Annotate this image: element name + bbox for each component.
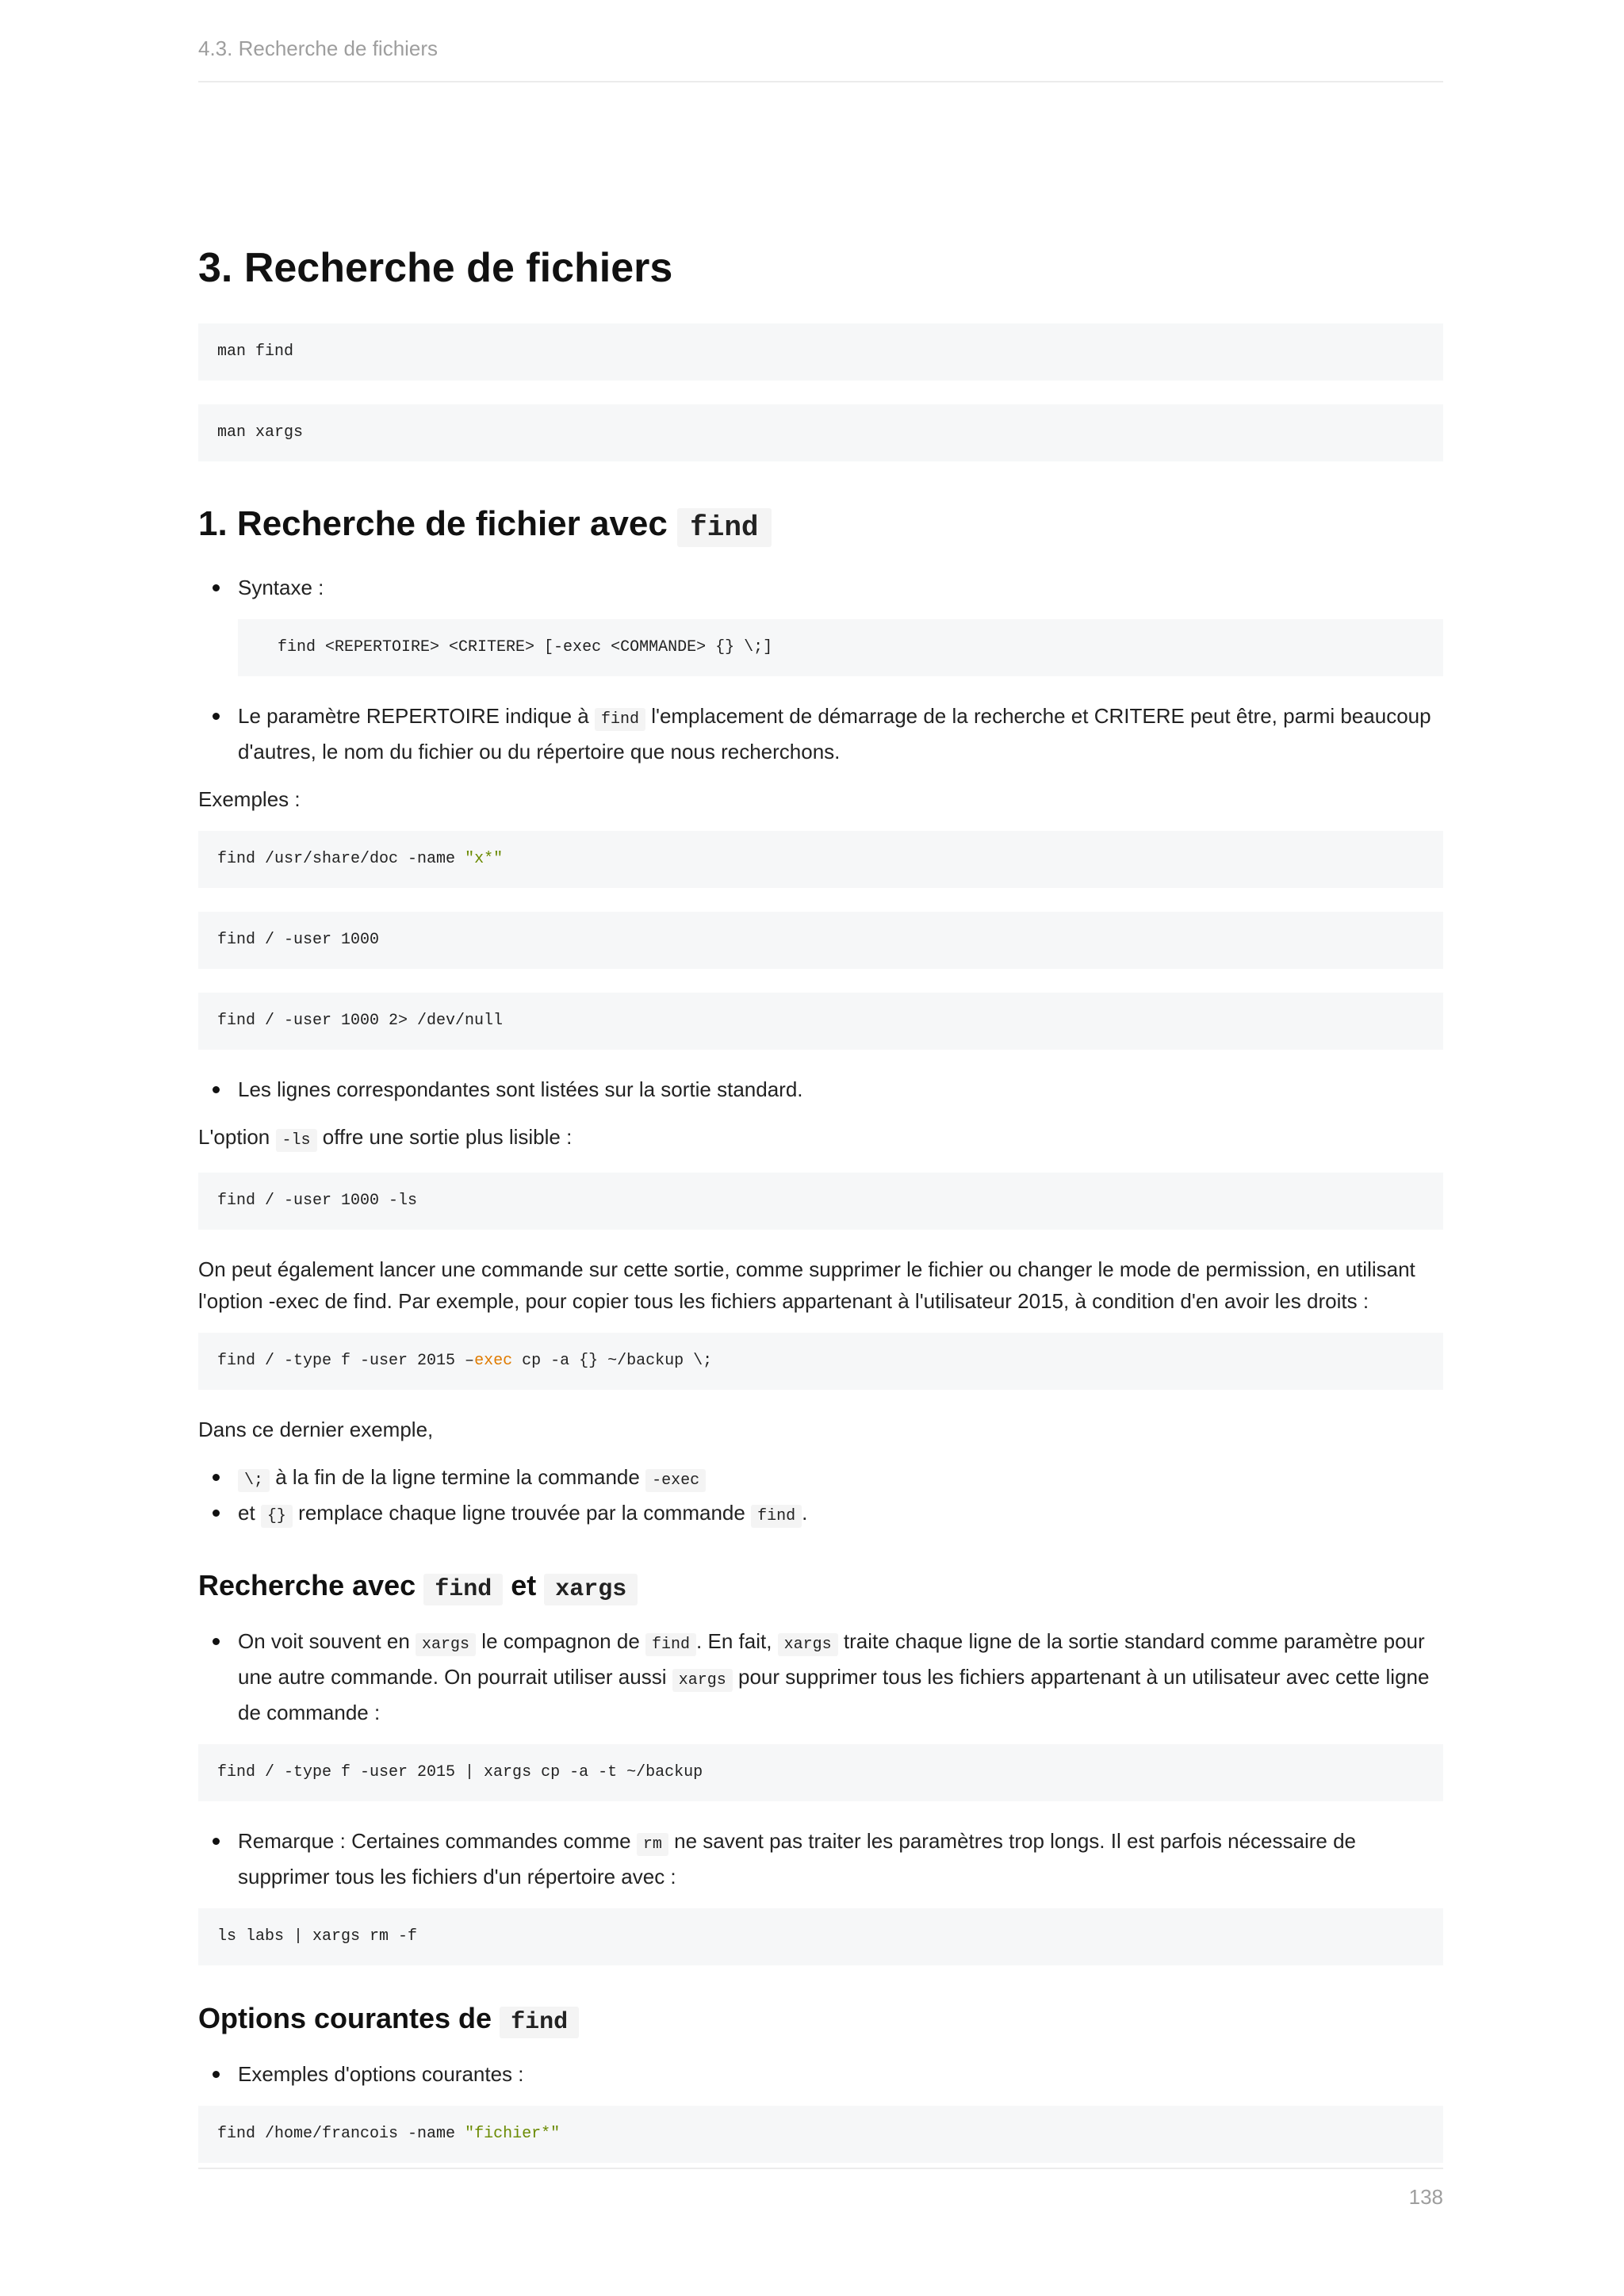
ls-text: offre une sortie plus lisible : bbox=[322, 1125, 573, 1149]
page-number: 138 bbox=[1408, 2185, 1443, 2209]
header-divider bbox=[198, 81, 1443, 82]
code-string: "fichier*" bbox=[465, 2125, 561, 2143]
heading-text: Options courantes de bbox=[198, 2002, 492, 2034]
heading-code: find bbox=[500, 2007, 579, 2038]
code-example-user: find / -user 1000 bbox=[198, 912, 1443, 969]
inline-code: -ls bbox=[276, 1129, 317, 1152]
item-text: On voit souvent en bbox=[238, 1629, 410, 1653]
list-item bbox=[198, 1461, 1443, 1497]
code-man-xargs: man xargs bbox=[198, 404, 1443, 461]
param-text: Le paramètre REPERTOIRE indique à bbox=[238, 704, 589, 728]
param-list bbox=[198, 700, 1443, 767]
code-string: "x*" bbox=[465, 850, 504, 868]
list-item bbox=[198, 1825, 1443, 1892]
code-example-exec bbox=[198, 1333, 1443, 1390]
inline-code: find bbox=[595, 708, 645, 731]
item-text: le compagnon de bbox=[481, 1629, 640, 1653]
syntax-list bbox=[198, 572, 1443, 603]
list-item: Les lignes correspondantes sont listées sur la sortie standard. bbox=[198, 1073, 1443, 1105]
item-text: Remarque : Certaines commandes comme bbox=[238, 1829, 631, 1853]
note-text: remplace chaque ligne trouvée par la commande bbox=[298, 1501, 745, 1525]
find-heading-code: find bbox=[677, 508, 771, 547]
list-item bbox=[198, 1625, 1443, 1728]
inline-code: xargs bbox=[416, 1633, 476, 1656]
inline-code: -exec bbox=[645, 1469, 706, 1492]
exec-notes-list bbox=[198, 1461, 1443, 1533]
inline-code: find bbox=[645, 1633, 696, 1656]
inline-code: xargs bbox=[778, 1633, 838, 1656]
note-text: à la fin de la ligne termine la commande bbox=[275, 1465, 640, 1489]
main-content bbox=[198, 235, 1443, 2187]
options-heading bbox=[198, 1997, 1443, 2044]
list-item bbox=[198, 1497, 1443, 1533]
xargs-list bbox=[198, 1625, 1443, 1728]
code-text: find / -type f -user 2015 – bbox=[217, 1352, 475, 1370]
code-man-find: man find bbox=[198, 323, 1443, 381]
code-example-devnull: find / -user 1000 2> /dev/null bbox=[198, 993, 1443, 1050]
heading-code: find bbox=[423, 1574, 503, 1605]
inline-code: \; bbox=[238, 1469, 270, 1492]
inline-code: {} bbox=[261, 1505, 293, 1528]
item-text: traite chaque ligne de la sortie standard comme paramètre pour une autre commande. On pourrait utiliser aussi bbox=[238, 1629, 1425, 1689]
code-example-ls: find / -user 1000 -ls bbox=[198, 1173, 1443, 1230]
code-options-example bbox=[198, 2106, 1443, 2163]
ls-text: L'option bbox=[198, 1125, 270, 1149]
code-xargs-rm: ls labs | xargs rm -f bbox=[198, 1908, 1443, 1965]
heading-text: Recherche avec bbox=[198, 1569, 416, 1601]
code-xargs-cp: find / -type f -user 2015 | xargs cp -a -t ~/backup bbox=[198, 1744, 1443, 1801]
code-text: cp -a {} ~/backup \; bbox=[512, 1352, 713, 1370]
inline-code: xargs bbox=[672, 1669, 733, 1692]
remark-list bbox=[198, 1825, 1443, 1892]
section-title: 3. Recherche de fichiers bbox=[198, 245, 673, 291]
exec-paragraph: On peut également lancer une commande sur cette sortie, comme supprimer le fichier ou changer le mode de permission, en utilisant l'option -exec de find. Par exemple, pour copier tous les fichiers appartenant à l'utilisateur 2015, à condition d'en avoir les droits : bbox=[198, 1257, 1415, 1313]
list-item bbox=[198, 572, 1443, 603]
find-heading bbox=[198, 498, 1443, 554]
heading-text: et bbox=[511, 1569, 537, 1601]
footer-divider bbox=[198, 2168, 1443, 2169]
last-example-label: Dans ce dernier exemple, bbox=[198, 1418, 434, 1441]
inline-code: rm bbox=[637, 1833, 668, 1856]
list-item bbox=[198, 700, 1443, 767]
param-text: l'emplacement de démarrage de la recherche et CRITERE peut être, parmi beaucoup d'autres, le nom du fichier ou du répertoire que nous recherchons. bbox=[238, 704, 1431, 763]
note-text: . bbox=[802, 1501, 808, 1525]
examples-label: Exemples : bbox=[198, 787, 301, 811]
syntax-label: Syntaxe : bbox=[238, 576, 324, 599]
code-keyword: exec bbox=[474, 1352, 513, 1370]
xargs-heading bbox=[198, 1564, 1443, 1611]
item-text: pour supprimer tous les fichiers appartenant à un utilisateur avec cette ligne de commande : bbox=[238, 1665, 1430, 1724]
heading-code: xargs bbox=[544, 1574, 638, 1605]
listed-list bbox=[198, 1073, 1443, 1105]
item-text: ne savent pas traiter les paramètres trop longs. Il est parfois nécessaire de supprimer tous les fichiers d'un répertoire avec : bbox=[238, 1829, 1357, 1888]
code-text: find /usr/share/doc -name bbox=[217, 850, 465, 868]
options-list bbox=[198, 2058, 1443, 2090]
note-text: et bbox=[238, 1501, 255, 1525]
item-text: . En fait, bbox=[696, 1629, 772, 1653]
ls-paragraph bbox=[198, 1121, 1443, 1157]
code-text: find /home/francois -name bbox=[217, 2125, 465, 2143]
code-example-name bbox=[198, 831, 1443, 888]
code-syntax: find <REPERTOIRE> <CRITERE> [-exec <COMMANDE> {} \;] bbox=[238, 619, 1443, 676]
find-heading-text: 1. Recherche de fichier avec bbox=[198, 504, 668, 543]
running-header: 4.3. Recherche de fichiers bbox=[198, 36, 439, 60]
list-item: Exemples d'options courantes : bbox=[198, 2058, 1443, 2090]
inline-code: find bbox=[751, 1505, 802, 1528]
